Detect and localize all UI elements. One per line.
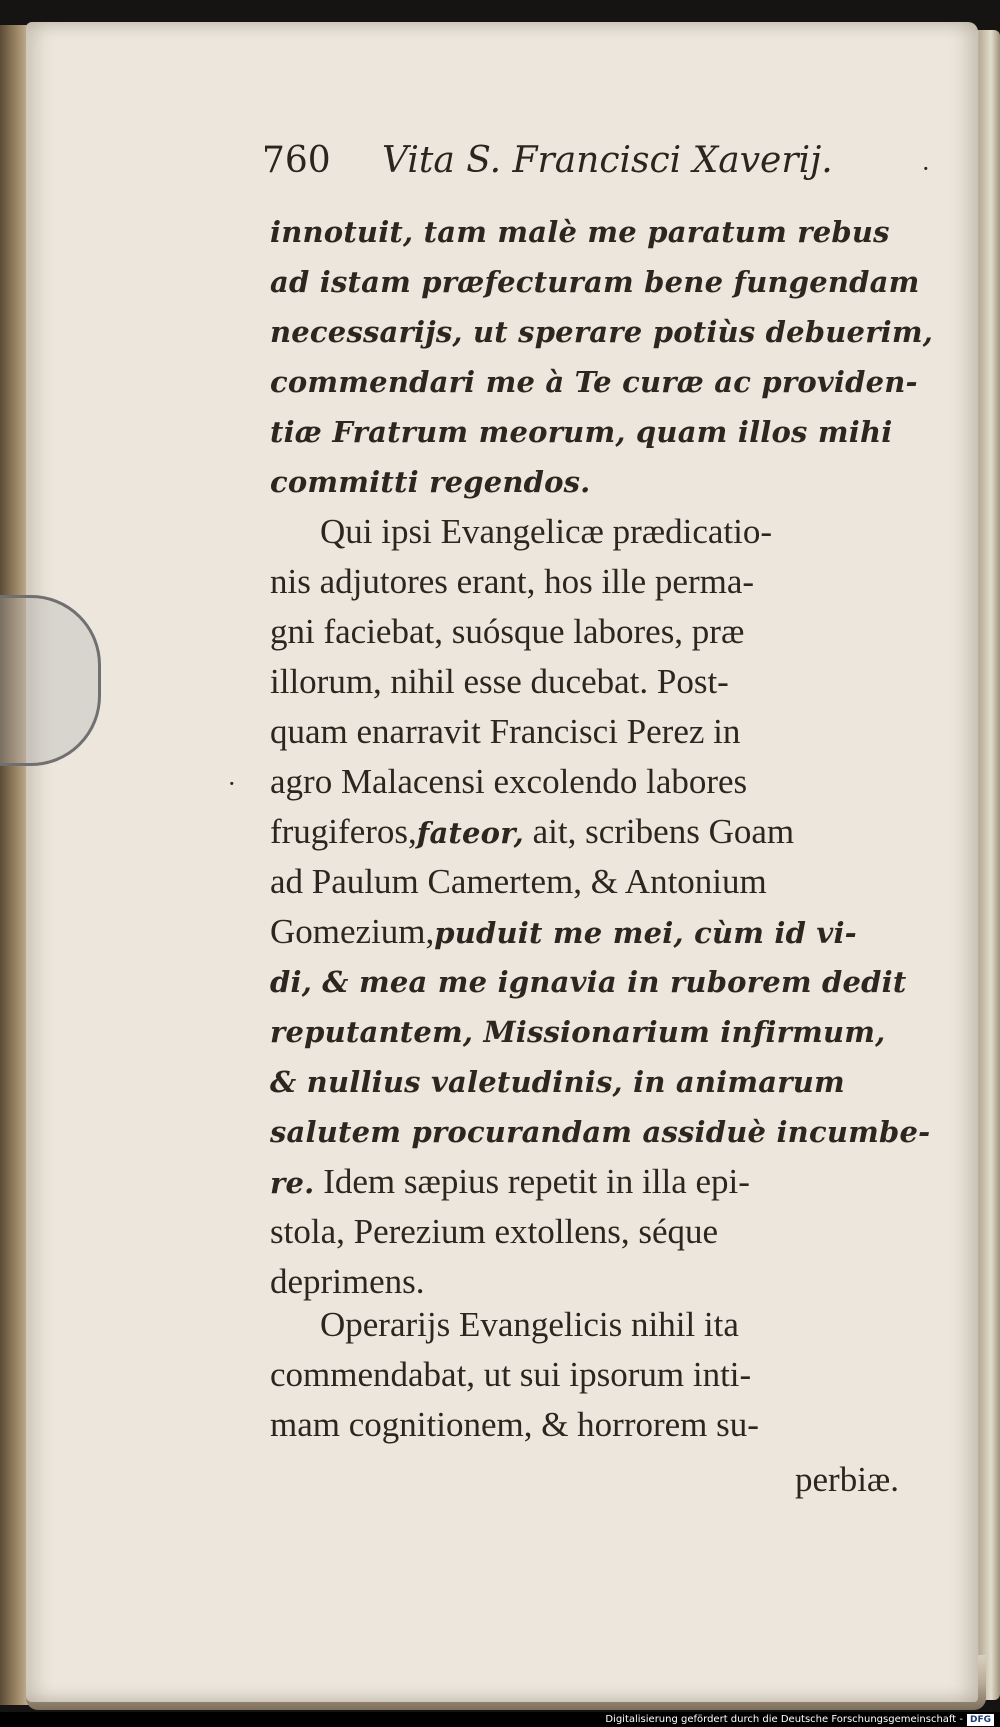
page-number: 760 <box>262 140 331 181</box>
text-line <box>270 507 925 557</box>
text-italic: fateor, <box>416 816 524 850</box>
text-italic: reputantem, Missionarium infirmum, <box>270 1015 886 1049</box>
text-line: committi regendos. <box>270 465 591 499</box>
text-roman: nis adjutores erant, hos ille perma- <box>270 562 755 601</box>
text-line: tiæ Fratrum meorum, quam illos mihi <box>270 415 893 449</box>
dfg-logo: DFG <box>967 1714 994 1726</box>
text-italic: & nullius valetudinis, in animarum <box>270 1065 845 1099</box>
text-roman: Qui ipsi Evangelicæ prædicatio- <box>320 512 772 551</box>
text-roman: Idem sæpius repetit in illa epi- <box>314 1162 750 1201</box>
text-roman: agro Malacensi excolendo labores <box>270 762 748 801</box>
text-line: mam cognitionem, & horrorem su- <box>270 1405 759 1444</box>
text-line: ad istam præfecturam bene fungendam <box>270 265 920 299</box>
text-italic: salutem procurandam assiduè incumbe- <box>270 1115 931 1149</box>
text-italic: puduit me mei, cùm id vi- <box>434 916 857 950</box>
text-roman: deprimens. <box>270 1262 425 1301</box>
text-roman: ad Paulum Camertem, & Antonium <box>270 862 767 901</box>
text-line <box>270 907 925 957</box>
text-roman: gni faciebat, suósque labores, præ <box>270 612 745 651</box>
text-roman: illorum, nihil esse ducebat. Post- <box>270 662 729 701</box>
text-line <box>270 1007 925 1057</box>
text-line <box>270 957 925 1007</box>
text-line <box>270 1207 925 1257</box>
ink-mark: · <box>922 155 930 183</box>
text-italic: di, & mea me ignavia in ruborem dedit <box>270 965 907 999</box>
text-line: necessarijs, ut sperare potiùs debuerim, <box>270 315 934 349</box>
footer-credit <box>605 1712 994 1727</box>
running-head: Vita S. Francisci Xaverij. <box>382 140 833 181</box>
text-line <box>270 857 925 907</box>
text-line <box>270 757 925 807</box>
text-italic: re. <box>270 1166 315 1200</box>
margin-ink-mark: · <box>228 770 236 798</box>
text-roman: frugiferos, <box>270 812 417 851</box>
text-line <box>270 1107 931 1157</box>
text-line <box>270 707 925 757</box>
text-line <box>270 557 925 607</box>
paragraph-2 <box>270 507 931 1307</box>
text-line: Operarijs Evangelicis nihil ita <box>320 1305 739 1344</box>
text-line <box>270 607 925 657</box>
text-line <box>270 807 925 857</box>
text-roman: Gomezium, <box>270 912 435 951</box>
footer-credit-text: Digitalisierung gefördert durch die Deutsche Forschungsgemeinschaft - <box>605 1714 963 1725</box>
text-line <box>270 1057 925 1107</box>
text-line: commendabat, ut sui ipsorum inti- <box>270 1355 752 1394</box>
catchword: perbiæ. <box>795 1460 900 1499</box>
text-line <box>270 657 925 707</box>
text-roman: quam enarravit Francisci Perez in <box>270 712 741 751</box>
text-roman: stola, Perezium extollens, séque <box>270 1212 719 1251</box>
text-line <box>270 1157 925 1207</box>
paragraph-3 <box>270 1300 925 1450</box>
body-text-italic-block <box>270 207 934 507</box>
page-header <box>262 140 952 190</box>
text-roman: ait, scribens Goam <box>523 812 795 851</box>
text-line: innotuit, tam malè me paratum rebus <box>270 215 890 249</box>
text-line: commendari me à Te curæ ac providen- <box>270 365 918 399</box>
